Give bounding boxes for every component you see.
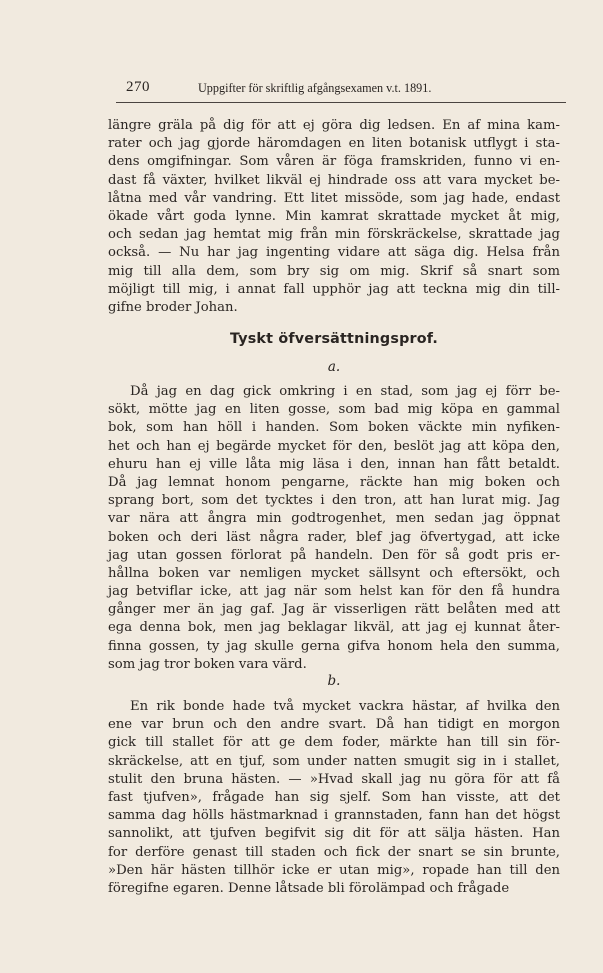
part-b-label: b. bbox=[327, 673, 341, 689]
text-line: for derföre genast till staden och fick der snart se sin brunte, bbox=[108, 844, 560, 860]
text-line: gånger mer än jag gaf. Jag är visserligen rätt belåten med att bbox=[108, 602, 560, 618]
text-line: dens omgifningar. Som våren är föga framskriden, funno vi en- bbox=[108, 154, 560, 170]
section-heading: Tyskt öfversättningsprof. bbox=[229, 331, 439, 347]
text-line: bok, som han höll i handen. Som boken väckte min nyfiken- bbox=[108, 420, 560, 436]
part-a-label: a. bbox=[327, 359, 341, 375]
text-line: En rik bonde hade två mycket vackra hästar, af hvilka den bbox=[130, 699, 560, 714]
text-line: låtna med vår vandring. Ett litet missöde, som jag hade, endast bbox=[108, 190, 560, 206]
text-line: ökade vårt goda lynne. Min kamrat skrattade mycket åt mig, bbox=[108, 208, 560, 224]
text-line: Då jag lemnat honom pengarne, räckte han mig boken och bbox=[108, 474, 560, 490]
text-line: boken och deri läst några rader, blef jag öfvertygad, att icke bbox=[108, 529, 560, 545]
part-a-paragraph bbox=[108, 383, 560, 674]
text-line: stulit den bruna hästen. — »Hvad skall jag nu göra för att få bbox=[108, 771, 560, 787]
text-line: jag utan gossen förlorat på handeln. Den för så godt pris er- bbox=[108, 547, 560, 563]
text-line: gick till stallet för att ge dem foder, märkte han till sin för- bbox=[108, 735, 560, 751]
text-line: Då jag en dag gick omkring i en stad, som jag ej förr be- bbox=[130, 384, 560, 399]
text-line: mig till alla dem, som bry sig om mig. Skrif så snart som bbox=[108, 263, 560, 279]
text-line: samma dag hölls hästmarknad i grannstaden, fann han det högst bbox=[108, 808, 560, 824]
part-b-paragraph bbox=[108, 698, 560, 898]
text-line: sannolikt, att tjufven begifvit sig dit för att sälja hästen. Han bbox=[108, 826, 560, 842]
text-line: ehuru han ej ville låta mig läsa i den, innan han fått betaldt. bbox=[108, 456, 560, 472]
text-line: sprang bort, som det tycktes i den tron, att han lurat mig. Jag bbox=[108, 493, 560, 509]
letter-closing-paragraph bbox=[108, 117, 560, 317]
text-line: också. — Nu har jag ingenting vidare att säga dig. Helsa från bbox=[108, 245, 560, 261]
text-line: het och han ej begärde mycket för den, beslöt jag att köpa den, bbox=[108, 438, 560, 454]
text-line: finna gossen, ty jag skulle gerna gifva honom hela den summa, bbox=[108, 638, 560, 654]
text-line: skräckelse, att en tjuf, som under natten smugit sig in i stallet, bbox=[108, 753, 560, 769]
text-line: möjligt till mig, i annat fall upphör jag att teckna mig din till- bbox=[108, 281, 560, 297]
text-line: längre gräla på dig för att ej göra dig ledsen. En af mina kam- bbox=[108, 118, 560, 133]
text-line: »Den här hästen tillhör icke er utan mig», ropade han till den bbox=[108, 862, 560, 878]
text-line: ene var brun och den andre svart. Då han tidigt en morgon bbox=[108, 717, 560, 733]
text-line: rater och jag gjorde häromdagen en liten botanisk utflygt i sta- bbox=[108, 136, 560, 152]
text-line: dast få växter, hvilket likväl ej hindrade oss att vara mycket be- bbox=[108, 172, 560, 188]
text-line: gifne broder Johan. bbox=[108, 299, 238, 315]
text-line: jag betviflar icke, att jag när som helst kan för den få hundra bbox=[108, 584, 560, 600]
text-line: som jag tror boken vara värd. bbox=[108, 656, 307, 672]
text-line: föregifne egaren. Denne låtsade bli förolämpad och frågade bbox=[108, 880, 510, 896]
text-line: var nära att ångra min godtrogenhet, men sedan jag öppnat bbox=[108, 511, 560, 527]
text-line: sökt, mötte jag en liten gosse, som bad mig köpa en gammal bbox=[108, 402, 560, 418]
running-title: Uppgifter för skriftlig afgångsexamen v.t. 1891. bbox=[198, 81, 432, 95]
text-line: fast tjufven», frågade han sig sjelf. Som han visste, att det bbox=[108, 789, 560, 805]
page-number: 270 bbox=[126, 79, 150, 95]
text-line: ega denna bok, men jag beklagar likväl, att jag ej kunnat åter- bbox=[108, 620, 560, 636]
text-line: hållna boken var nemligen mycket sällsynt och eftersökt, och bbox=[108, 565, 560, 581]
running-header bbox=[116, 78, 566, 103]
text-line: och sedan jag hemtat mig från min förskräckelse, skrattade jag bbox=[108, 227, 560, 243]
